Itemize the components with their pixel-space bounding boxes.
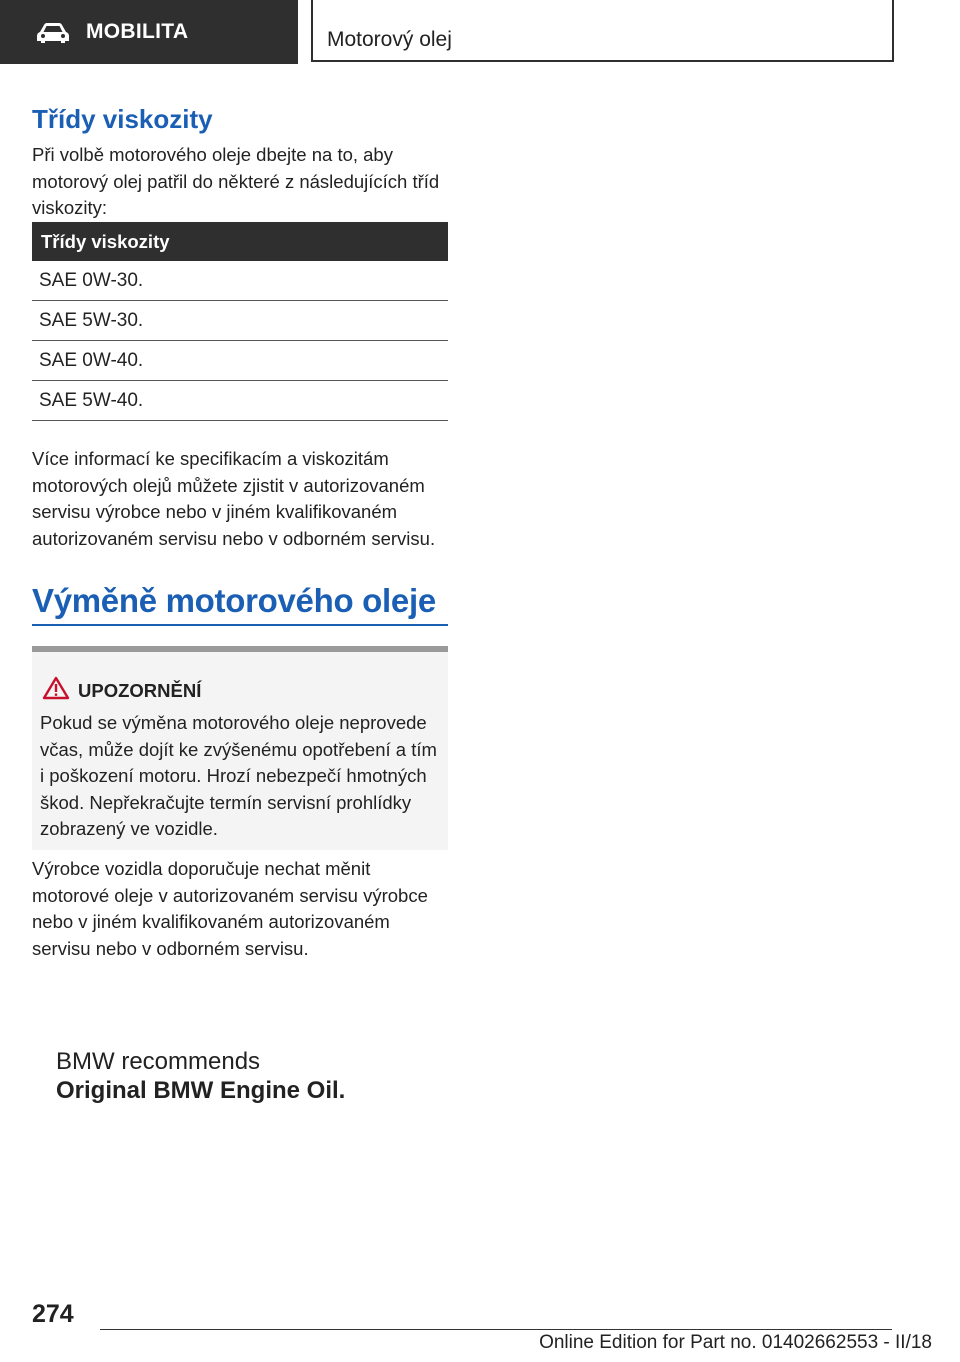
section-tab (0, 0, 298, 64)
warning-text: Pokud se výměna motorového oleje neprovede včas, může dojít ke zvýšenému opotřebení a tím i poškození motoru. Hrozí nebezpečí hmotných škod. Nepřekračujte termín servisní prohlídky zobrazený ve vozidle. (40, 712, 437, 839)
car-icon (36, 22, 70, 49)
ad-line-2: Original BMW Engine Oil. (56, 1077, 346, 1104)
table-cell: SAE 5W-30. (32, 301, 448, 341)
table-row (32, 261, 448, 301)
page-header (311, 0, 894, 62)
viscosity-heading: Třídy viskozity (32, 104, 213, 134)
page-category: Motorový olej (327, 28, 452, 51)
table-row (32, 341, 448, 381)
more-info-paragraph: Více informací ke specifikacím a viskozitám motorových olejů můžete zjistit v autorizovaném servisu výrobce nebo v jiném kvalifikovaném autorizovaném servisu nebo v odborném servisu. (32, 448, 436, 549)
edition-text: Online Edition for Part no. 01402662553 - II/18 (539, 1332, 932, 1353)
heading-underline (32, 624, 448, 626)
table-cell: SAE 5W-40. (32, 381, 448, 421)
viscosity-table (32, 222, 448, 421)
table-row (32, 381, 448, 421)
footer-divider (100, 1329, 892, 1330)
table-cell: SAE 0W-40. (32, 341, 448, 381)
table-cell: SAE 0W-30. (32, 261, 448, 301)
section-tab-label: MOBILITA (86, 20, 189, 43)
warning-triangle-icon (42, 676, 70, 705)
ad-line-1: BMW recommends (56, 1048, 261, 1075)
table-header: Třídy viskozity (32, 222, 448, 261)
table-row (32, 301, 448, 341)
warning-title: UPOZORNĚNÍ (78, 680, 202, 701)
page-number: 274 (32, 1300, 74, 1328)
viscosity-intro: Při volbě motorového oleje dbejte na to, aby motorový olej patřil do některé z následujících tříd viskozity: (32, 144, 440, 218)
warning-box (32, 646, 448, 850)
recommendation-paragraph: Výrobce vozidla doporučuje nechat měnit motorové oleje v autorizovaném servisu výrobce nebo v jiném kvalifikovaném autorizovaném servisu nebo v odborném servisu. (32, 858, 428, 959)
oil-change-heading: Výměně motorového oleje (32, 582, 436, 619)
